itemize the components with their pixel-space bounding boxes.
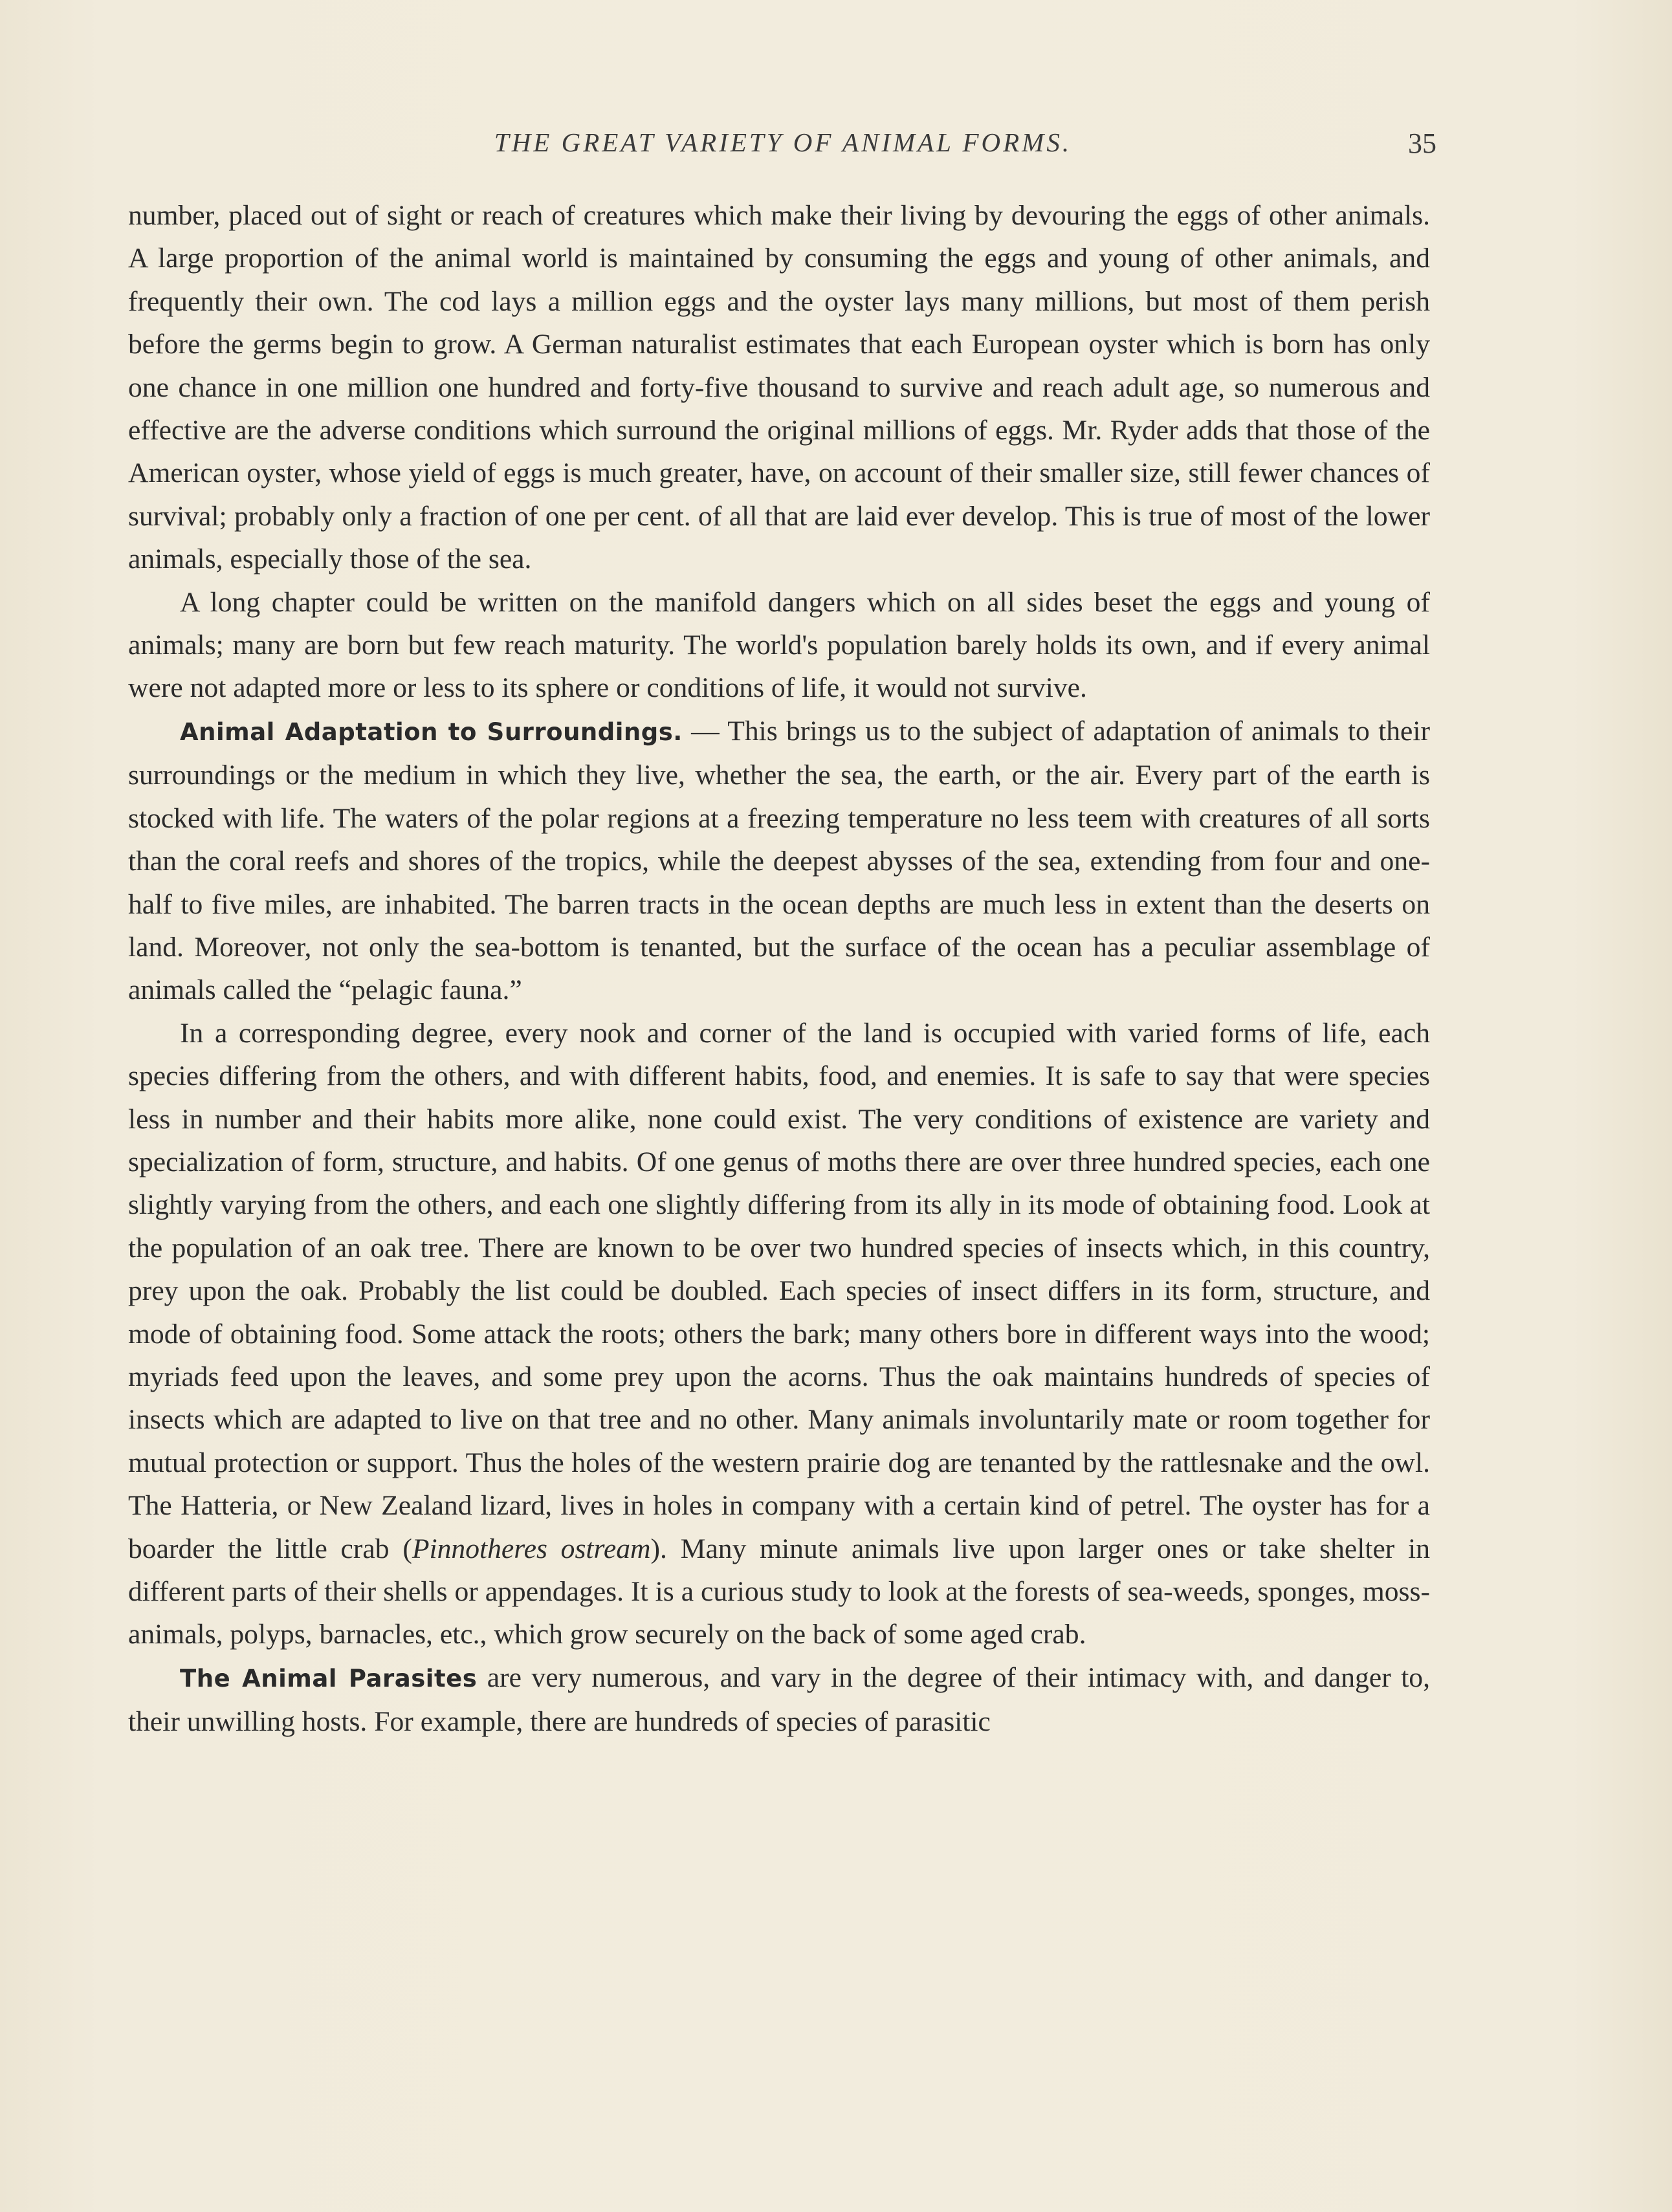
body-text [128,194,1430,1744]
paragraph-parasites [128,1656,1430,1744]
paragraph-parasites-text: are very numerous, and vary in the degree of their intimacy with, and danger to, their unwilling hosts. For example, there are hundreds of species of parasitic [128,1661,1430,1738]
paragraph-dangers: A long chapter could be written on the manifold dangers which on all sides beset the eggs and young of animals; many are born but few reach maturity. The world's population barely holds its own, and if every animal were not adapted more or less to its sphere or conditions of life, it would not survive. [128,586,1430,704]
scientific-name: Pinnotheres ostream [412,1533,651,1564]
paragraph-adaptation [128,710,1430,1012]
page-number: 35 [1408,127,1436,159]
paragraph-variety-text-end: ). Many minute animals live upon larger ones or take shelter in different parts of their shells or appendages. It is a curious study to look at the forests of sea-weeds, sponges, moss-animals, polyps, barnacles, etc., which grow securely on the back of some aged crab. [128,1533,1430,1650]
section-heading-adaptation: Animal Adaptation to Surroundings. [180,717,683,746]
running-head [0,127,1672,166]
paragraph-variety-text: In a corresponding degree, every nook and corner of the land is occupied with varied forms of life, each species differing from the others, and with different habits, food, and enemies. It is safe to say that were species less in number and their habits more alike, none could exist. The very conditions of existence are variety and specialization of form, structure, and habits. Of one genus of moths there are over three hundred species, each one slightly varying from the others, and each one slightly differing from its ally in its mode of obtaining food. Look at the population of an oak tree. There are known to be over two hundred species of insects which, in this country, prey upon the oak. Probably the list could be doubled. Each species of insect differs in its form, structure, and mode of obtaining food. Some attack the roots; others the bark; many others bore in different ways into the wood; myriads feed upon the leaves, and some prey upon the acorns. Thus the oak maintains hundreds of species of insects which are adapted to live on that tree and no other. Many animals involuntarily mate or room together for mutual protection or support. Thus the holes of the western prairie dog are tenanted by the rattlesnake and the owl. The Hatteria, or New Zealand lizard, lives in holes in company with a certain kind of petrel. The oyster has for a boarder the little crab ( [128,1017,1430,1564]
running-title: THE GREAT VARIETY OF ANIMAL FORMS. [494,127,1072,157]
paragraph-variety [128,1012,1430,1656]
paragraph-adaptation-text: — This brings us to the subject of adaptation of animals to their surroundings or the medium in which they live, whether the sea, the earth, or the air. Every part of the earth is stocked with life. The waters of the polar regions at a freezing temperature no less teem with creatures of all sorts than the coral reefs and shores of the tropics, while the deepest abysses of the sea, extending from four and one-half to five miles, are inhabited. The barren tracts in the ocean depths are much less in extent than the deserts on land. Moreover, not only the sea-bottom is tenanted, but the surface of the ocean has a peculiar assemblage of animals called the “pelagic fauna.” [128,715,1430,1006]
paragraph-eggs: number, placed out of sight or reach of creatures which make their living by devouring the eggs of other animals. A large proportion of the animal world is maintained by consuming the eggs and young of other animals, and frequently their own. The cod lays a million eggs and the oyster lays many millions, but most of them perish before the germs begin to grow. A German naturalist estimates that each European oyster which is born has only one chance in one million one hundred and forty-five thousand to survive and reach adult age, so numerous and effective are the adverse conditions which surround the original millions of eggs. Mr. Ryder adds that those of the American oyster, whose yield of eggs is much greater, have, on account of their smaller size, still fewer chances of survival; probably only a fraction of one per cent. of all that are laid ever develop. This is true of most of the lower animals, especially those of the sea. [128,200,1430,575]
section-heading-parasites: The Animal Parasites [180,1664,478,1692]
